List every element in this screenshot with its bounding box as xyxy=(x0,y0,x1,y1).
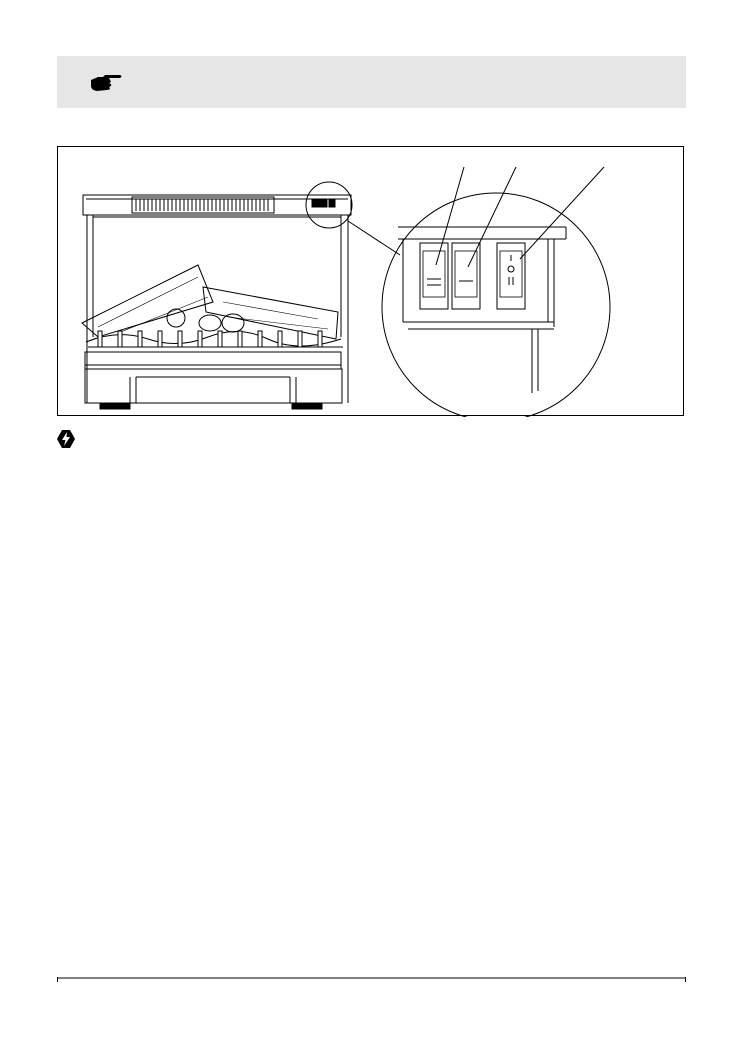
fireplace-unit xyxy=(82,195,351,409)
note-band xyxy=(57,56,686,108)
fireplace-figure xyxy=(57,146,684,416)
callout-2 xyxy=(468,167,516,267)
fireplace-illustration xyxy=(58,147,685,417)
vent-slats xyxy=(136,199,268,211)
magnified-control-panel xyxy=(382,167,610,417)
electric-hazard-icon xyxy=(56,429,76,449)
footer-rule xyxy=(57,977,686,983)
callout-1 xyxy=(436,167,464,265)
switch-3 xyxy=(497,243,525,309)
switch-1 xyxy=(420,243,448,309)
log-left xyxy=(82,265,213,337)
pointing-hand-icon xyxy=(89,74,123,92)
magnify-leader xyxy=(348,221,400,255)
switch-2 xyxy=(452,243,480,309)
